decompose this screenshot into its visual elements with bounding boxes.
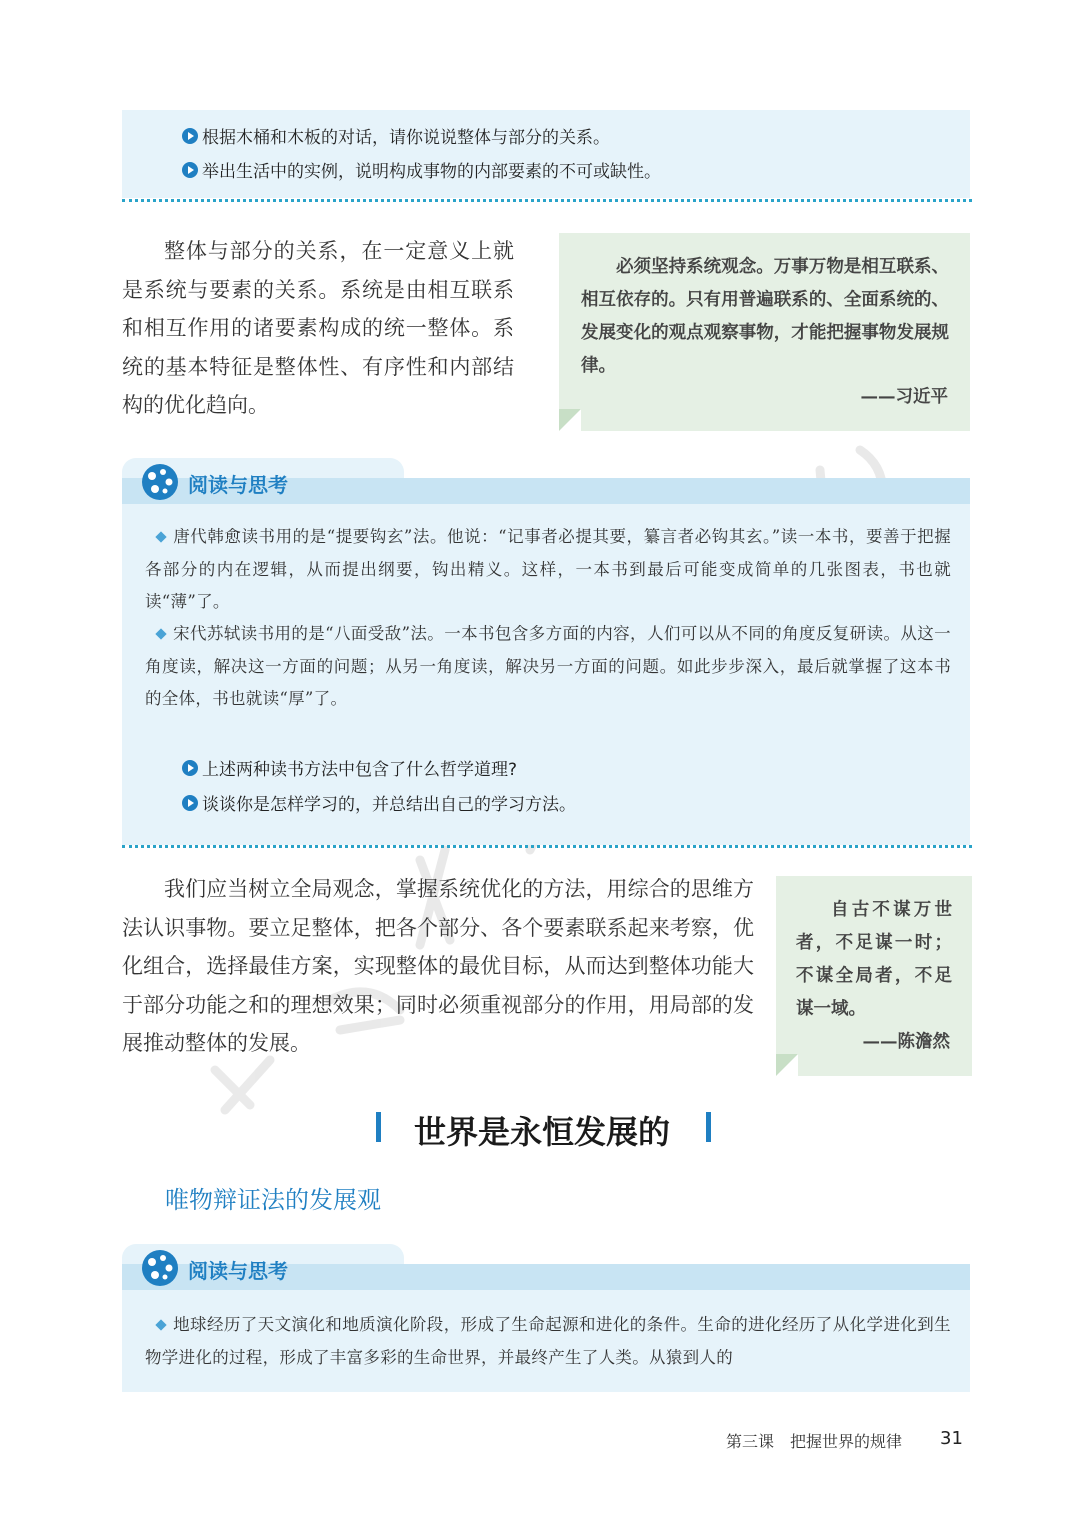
item-text: 地球经历了天文演化和地质演化阶段，形成了生命起源和进化的条件。生命的进化经历了从化学进化到生物学进化的过程，形成了丰富多彩的生命世界，并最终产生了人类。从猿到人的 — [145, 1315, 951, 1367]
read-think-title: 阅读与思考 — [188, 1259, 288, 1283]
diamond-bullet-icon — [155, 628, 166, 639]
page-fold-icon — [776, 1054, 798, 1076]
top-question-1 — [182, 123, 610, 148]
quote-author: ——陈澹然 — [862, 1032, 950, 1052]
quote-text: 必须坚持系统观念。万事万物是相互联系、相互依存的。只有用普遍联系的、全面系统的、发展变化的观点观察事物，才能把握事物发展规律。 — [581, 257, 949, 376]
paragraph-system: 整体与部分的关系，在一定意义上就是系统与要素的关系。系统是由相互联系和相互作用的诸要素构成的统一整体。系统的基本特征是整体性、有序性和内部结构的优化趋向。 — [122, 239, 514, 417]
read-think-question-2 — [182, 790, 576, 815]
page-number: 31 — [940, 1428, 963, 1449]
paragraph-global-view: 我们应当树立全局观念，掌握系统优化的方法，用综合的思维方法认识事物。要立足整体，把各个部分、各个要素联系起来考察，优化组合，选择最佳方案，实现整体的最优目标，从而达到整体功能大于部分功能之和的理想效果；同时必须重视部分的作用，用局部的发展推动整体的发展。 — [122, 877, 754, 1055]
reading-icon — [140, 1248, 180, 1288]
read-think-item-1 — [145, 521, 951, 619]
read-think-item-2 — [145, 618, 951, 716]
subsection-title: 唯物辩证法的发展观 — [165, 1186, 381, 1214]
arrow-bullet-icon — [182, 760, 198, 776]
reading-icon — [140, 462, 180, 502]
arrow-bullet-icon — [182, 162, 198, 178]
quote-card-chen — [776, 876, 972, 1076]
question-text: 根据木桶和木板的对话，请你说说整体与部分的关系。 — [202, 128, 610, 148]
diamond-bullet-icon — [155, 531, 166, 542]
top-question-2 — [182, 157, 661, 182]
dotted-divider — [122, 845, 972, 848]
read-think-question-1 — [182, 755, 517, 780]
question-text: 上述两种读书方法中包含了什么哲学道理? — [202, 760, 518, 780]
diamond-bullet-icon — [155, 1319, 166, 1330]
page-fold-icon — [559, 409, 581, 431]
read-think-title: 阅读与思考 — [188, 473, 288, 497]
item-text: 宋代苏轼读书用的是“八面受敌”法。一本书包含多方面的内容，人们可以从不同的角度反复研读。从这一角度读，解决这一方面的问题；从另一角度读，解决另一方面的问题。如此步步深入，最后就掌握了这本书的全体，书也就读“厚”了。 — [145, 624, 951, 708]
heading-bar-right — [706, 1112, 711, 1142]
section-title: 世界是永恒发展的 — [414, 1113, 671, 1151]
quote-card-xi — [559, 233, 970, 431]
quote-text: 自古不谋万世者，不足谋一时；不谋全局者，不足谋一域。 — [796, 900, 952, 1019]
footer-lesson: 第三课 把握世界的规律 — [726, 1432, 903, 1451]
quote-author: ——习近平 — [860, 387, 948, 407]
question-text: 谈谈你是怎样学习的，并总结出自己的学习方法。 — [202, 795, 576, 815]
question-text: 举出生活中的实例，说明构成事物的内部要素的不可或缺性。 — [202, 162, 661, 182]
dotted-divider — [122, 199, 972, 202]
arrow-bullet-icon — [182, 128, 198, 144]
read-think-item-evolution — [145, 1309, 951, 1374]
heading-bar-left — [376, 1112, 381, 1142]
arrow-bullet-icon — [182, 795, 198, 811]
item-text: 唐代韩愈读书用的是“提要钩玄”法。他说：“记事者必提其要，纂言者必钩其玄。”读一本书，要善于把握各部分的内在逻辑，从而提出纲要，钩出精义。这样，一本书到最后可能变成简单的几张图表，书也就读“薄”了。 — [145, 527, 951, 611]
